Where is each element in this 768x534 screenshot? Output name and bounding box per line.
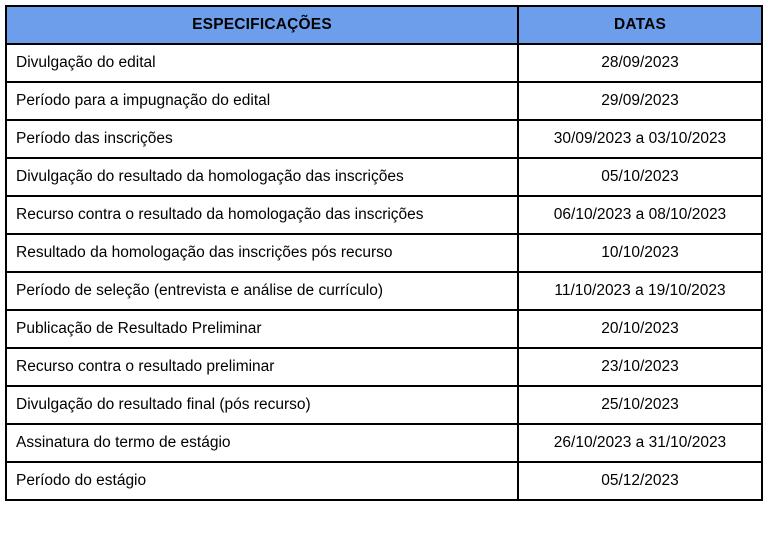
header-especificacoes: ESPECIFICAÇÕES [6,6,518,44]
spec-cell: Divulgação do edital [6,44,518,82]
date-cell: 29/09/2023 [518,82,762,120]
date-cell: 25/10/2023 [518,386,762,424]
date-cell: 05/12/2023 [518,462,762,500]
date-cell: 28/09/2023 [518,44,762,82]
table-row [6,424,762,462]
date-cell: 26/10/2023 a 31/10/2023 [518,424,762,462]
spec-cell: Período de seleção (entrevista e análise de currículo) [6,272,518,310]
spec-cell: Assinatura do termo de estágio [6,424,518,462]
spec-cell: Período das inscrições [6,120,518,158]
table-row [6,196,762,234]
date-cell: 23/10/2023 [518,348,762,386]
table-row [6,386,762,424]
date-cell: 06/10/2023 a 08/10/2023 [518,196,762,234]
schedule-table [5,5,763,501]
table-row [6,234,762,272]
table-row [6,272,762,310]
spec-cell: Resultado da homologação das inscrições pós recurso [6,234,518,272]
header-row [6,6,762,44]
spec-cell: Divulgação do resultado da homologação das inscrições [6,158,518,196]
table-row [6,310,762,348]
date-cell: 05/10/2023 [518,158,762,196]
table-row [6,158,762,196]
header-datas: DATAS [518,6,762,44]
spec-cell: Recurso contra o resultado preliminar [6,348,518,386]
date-cell: 10/10/2023 [518,234,762,272]
table-row [6,348,762,386]
spec-cell: Período do estágio [6,462,518,500]
spec-cell: Divulgação do resultado final (pós recurso) [6,386,518,424]
spec-cell: Publicação de Resultado Preliminar [6,310,518,348]
table-row [6,462,762,500]
spec-cell: Recurso contra o resultado da homologação das inscrições [6,196,518,234]
table-row [6,44,762,82]
table-row [6,82,762,120]
date-cell: 30/09/2023 a 03/10/2023 [518,120,762,158]
date-cell: 11/10/2023 a 19/10/2023 [518,272,762,310]
spec-cell: Período para a impugnação do edital [6,82,518,120]
table-row [6,120,762,158]
date-cell: 20/10/2023 [518,310,762,348]
